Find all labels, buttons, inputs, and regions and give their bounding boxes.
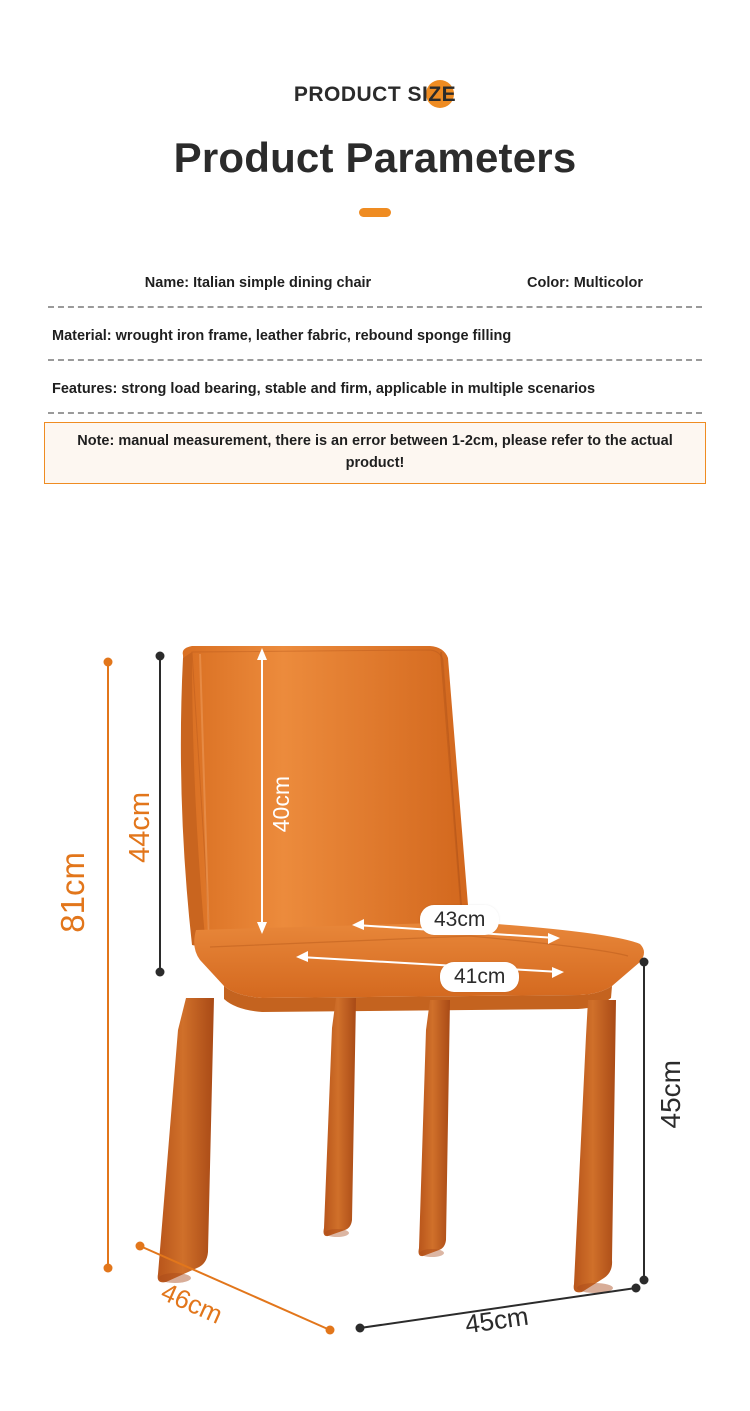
dimension-back-height: 44cm <box>124 792 156 863</box>
spec-material: Material: wrought iron frame, leather fabric, rebound sponge filling <box>52 328 512 345</box>
spec-row-name-color <box>22 273 728 302</box>
spec-divider <box>48 306 702 308</box>
dimension-seat-height: 45cm <box>655 1060 686 1129</box>
spec-divider <box>48 412 702 414</box>
eyebrow-label: PRODUCT SIZE <box>293 83 457 106</box>
dimension-base-width: 45cm <box>463 1300 531 1340</box>
page-title: Product Parameters <box>173 134 577 181</box>
dimension-base-depth: 46cm <box>156 1276 228 1330</box>
spec-divider <box>48 359 702 361</box>
chair-illustration <box>0 600 750 1411</box>
product-dimension-diagram <box>0 600 750 1411</box>
eyebrow-badge <box>288 78 462 112</box>
spec-color: Color: Multicolor <box>527 275 643 291</box>
page-header <box>0 0 750 217</box>
dimension-seat-width: 41cm <box>440 962 519 992</box>
dimension-total-height: 81cm <box>54 852 91 933</box>
spec-note: Note: manual measurement, there is an error between 1-2cm, please refer to the actual product! <box>44 422 706 484</box>
dimension-seat-depth: 43cm <box>420 905 499 935</box>
spec-table <box>0 273 750 484</box>
divider-pill <box>359 208 391 217</box>
spec-features: Features: strong load bearing, stable and firm, applicable in multiple scenarios <box>52 381 596 398</box>
dimension-backrest-height: 40cm <box>268 776 294 833</box>
spec-name: Name: Italian simple dining chair <box>144 275 372 291</box>
